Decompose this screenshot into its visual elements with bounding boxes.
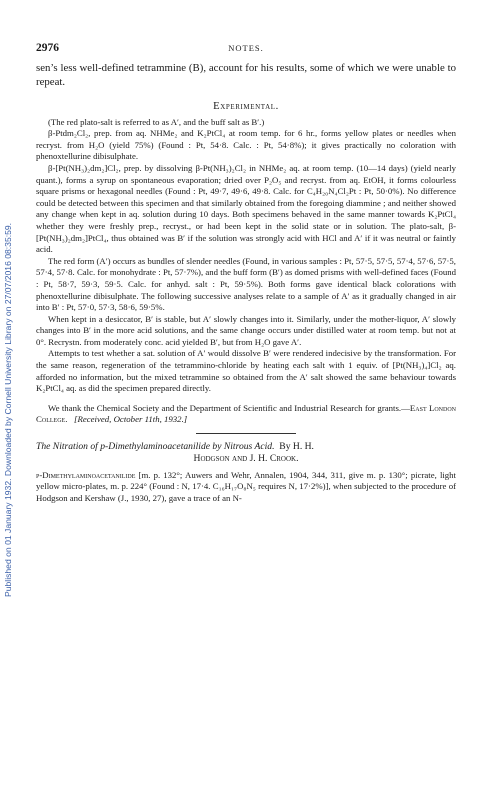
- journal-page: [36, 42, 456, 505]
- paragraph-note: (The red plato-salt is referred to as A′, and the buff salt as B′.): [48, 116, 265, 127]
- section-heading: Experimental.: [213, 100, 279, 112]
- compound-name: p-Dimethylaminoacetanilide: [36, 469, 136, 480]
- article-authors: Hodgson and J. H. Crook.: [193, 453, 299, 465]
- acknowledgement: [36, 403, 456, 426]
- article-title-block: [36, 441, 456, 453]
- page-number: 2976: [36, 42, 59, 54]
- paragraph-desiccator: When kept in a desiccator, B′ is stable, but A′ slowly changes into it. Similarly, under the mother-liquor, A′ slowly changes into B′ in the more acid solutions, and the same change occurs under distilled water at room temp. but not at 0°. Recrystn. from moderately conc. acid yielded B′, but from H₂O gave A′.: [36, 313, 456, 347]
- lead-paragraph: sen’s less well-defined tetrammine (B), account for his results, some of which we were unable to repeat.: [36, 62, 456, 88]
- acknowledgement-text: We thank the Chemical Society and the Department of Scientific and Industrial Research for grants.—: [48, 402, 410, 413]
- section-divider: [196, 433, 296, 434]
- running-head: NOTES.: [228, 43, 264, 53]
- abstract-text: [m. p. 132°; Auwers and Wehr, Annalen, 1904, 344, 311, give m. p. 130°; picrate, light yellow micro-plates, m. p. 224° (Found : N, 17·4. C₁₆H₁₇O₈N₅ requires N, 17·2%)], when subjected to the procedure of Hodgson and Kershaw (J., 1930, 27), gave a trace of an N-: [36, 469, 456, 504]
- received-date: [Received, October 11th, 1932.]: [74, 414, 188, 425]
- authors-prefix: By H. H.: [279, 441, 314, 453]
- paragraph-attempts: Attempts to test whether a sat. solution of A′ would dissolve B′ were rendered indecisive by the transformation. For the same reason, regeneration of the tetrammino-chloride by heating each salt with 1 equiv. of [Pt(NH₃)₄]Cl₂ aq. afforded no information, but the mixed tetrammine so obtained from the A′ salt showed the same behaviour towards K₂PtCl₄ aq. as did the specimen prepared directly.: [36, 348, 456, 394]
- paragraph-ptdm2cl2: β-Ptdm₂Cl₂, prep. from aq. NHMe₂ and K₂PtCl₄ at room temp. for 6 hr., forms yellow plates or needles when recryst. from H₂O (yield 75%) (Found : Pt, 54·8. Calc. : Pt, 54·8%); it gives practically no coloration with phenoxtellurine dibisulphate.: [36, 128, 456, 162]
- article-title: The Nitration of p-Dimethylaminoacetanilide by Nitrous Acid.: [36, 441, 275, 453]
- download-notice: Published on 01 January 1932. Downloaded by Cornell University Library on 27/07/2016 08:35:59.: [3, 222, 13, 598]
- page-header: [36, 42, 456, 58]
- institution: East London College.: [36, 402, 456, 425]
- paragraph-tetrammine-prep: β-[Pt(NH₃)₂dm₂]Cl₂, prep. by dissolving β-Pt(NH₃)₂Cl₂ in NHMe₂ aq. at room temp. (10—14 days) (yield nearly quant.), forms a syrup on spontaneous evaporation; dried over P₂O₅ and recryst. from aq. EtOH, it forms colourless square prisms or hexagonal needles (Found : Pt, 49·7, 49·6, 49·8. Calc. for C₄H₂₀N₄Cl₂Pt : Pt, 50·0%). No difference could be detected between this specimen and that similarly obtained from the foregoing diammine ; and neither showed any change when kept in aq. solution during 10 days. Both specimens behaved in the same manner towards K₂PtCl₄ whether they were freshly prep., recryst., or had been kept in the solid state or in solution. The plato-salt, β-[Pt(NH₃)₂dm₂]PtCl₄, thus obtained was B′ if the solution was strongly acid with HCl and A′ if it was neutral or faintly acid.: [36, 162, 456, 255]
- article-abstract: [36, 470, 456, 505]
- paragraph-red-form: The red form (A′) occurs as bundles of slender needles (Found, in various samples : Pt, 57·5, 57·5, 57·4, 57·6, 57·5, 57·4, 57·8. Calc. for monohydrate : Pt, 57·7%), and the buff form (B′) as domed prisms with well-defined faces (Found : Pt, 58·7, 59·3, 59·5. Calc. for anhyd. salt : Pt, 59·5%). Both forms gave identical black colorations with phenoxtellurine dibisulphate. The following successive analyses relate to a sample of A′ as it gradually changed in air into B′ : Pt, 57·0, 57·3, 58·6, 59·5%.: [36, 255, 456, 313]
